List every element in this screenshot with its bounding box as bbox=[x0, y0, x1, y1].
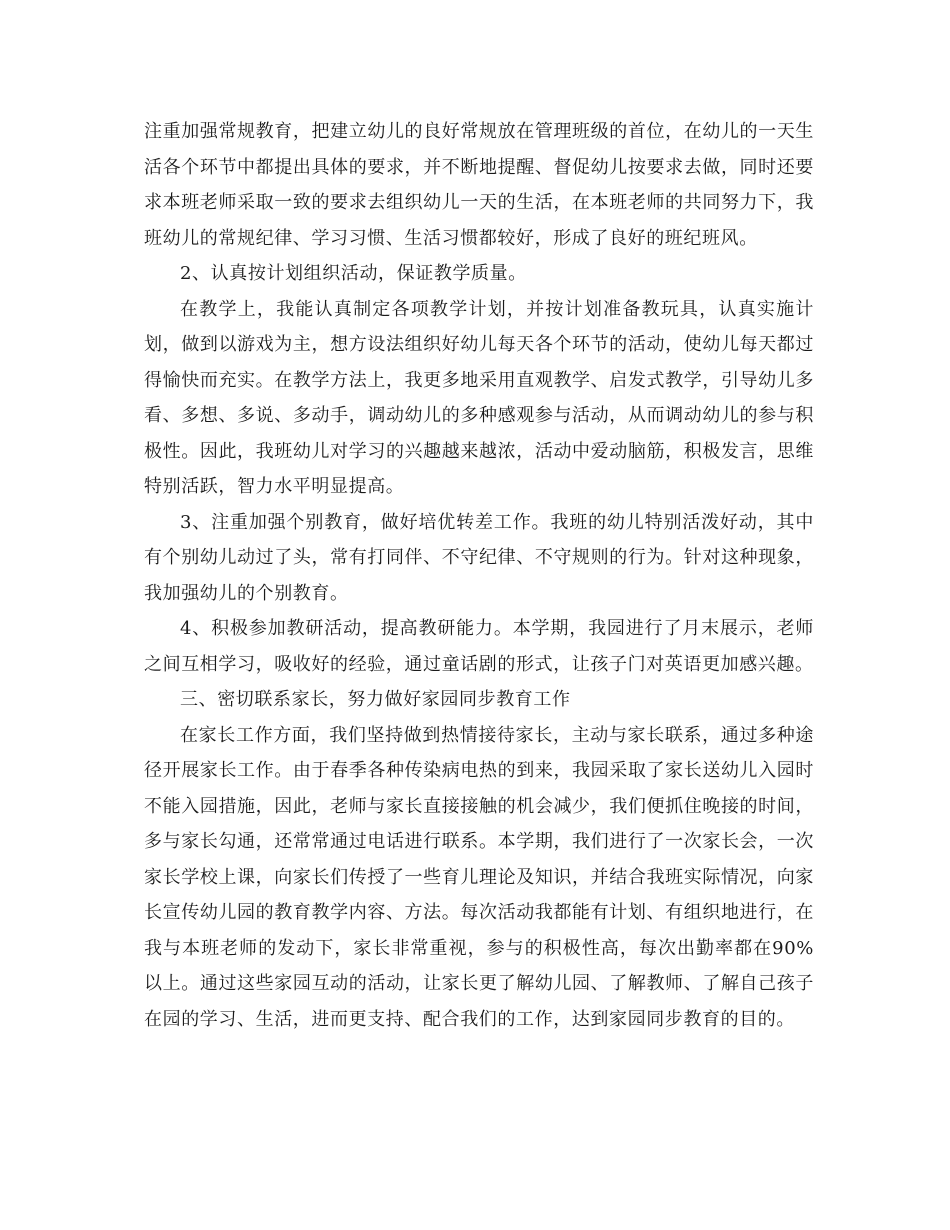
paragraph-routine-education: 注重加强常规教育，把建立幼儿的良好常规放在管理班级的首位，在幼儿的一天生活各个环节中都提出具体的要求，并不断地提醒、督促幼儿按要求去做，同时还要求本班老师采取一致的要求去组织幼儿一天的生活，在本班老师的共同努力下，我班幼儿的常规纪律、学习习惯、生活习惯都较好，形成了良好的班纪班风。 bbox=[144, 121, 814, 249]
paragraph-individual-education: 3、注重加强个别教育，做好培优转差工作。我班的幼儿特别活泼好动，其中有个别幼儿动过了头，常有打同伴、不守纪律、不守规则的行为。针对这种现象，我加强幼儿的个别教育。 bbox=[144, 511, 814, 604]
paragraph-teaching-research: 4、积极参加教研活动，提高教研能力。本学期，我园进行了月末展示，老师之间互相学习，吸收好的经验，通过童话剧的形式，让孩子门对英语更加感兴趣。 bbox=[144, 618, 814, 675]
paragraph-heading-plan-activities: 2、认真按计划组织活动，保证教学质量。 bbox=[180, 263, 527, 284]
paragraph-teaching: 在教学上，我能认真制定各项教学计划，并按计划准备教玩具，认真实施计划，做到以游戏为主，想方设法组织好幼儿每天各个环节的活动，使幼儿每天都过得愉快而充实。在教学方法上，我更多地采用直观教学、启发式教学，引导幼儿多看、多想、多说、多动手，调动幼儿的多种感观参与活动，从而调动幼儿的参与积极性。因此，我班幼儿对学习的兴趣越来越浓，活动中爱动脑筋，积极发言，思维特别活跃，智力水平明显提高。 bbox=[144, 298, 814, 497]
document-body bbox=[144, 114, 814, 1037]
paragraph-heading-parent-contact: 三、密切联系家长，努力做好家园同步教育工作 bbox=[180, 689, 571, 710]
paragraph-parent-work: 在家长工作方面，我们坚持做到热情接待家长，主动与家长联系，通过多种途径开展家长工作。由于春季各种传染病电热的到来，我园采取了家长送幼儿入园时不能入园措施，因此，老师与家长直接接触的机会减少，我们便抓住晚接的时间，多与家长勾通，还常常通过电话进行联系。本学期，我们进行了一次家长会，一次家长学校上课，向家长们传授了一些育儿理论及知识，并结合我班实际情况，向家长宣传幼儿园的教育教学内容、方法。每次活动我都能有计划、有组织地进行，在我与本班老师的发动下，家长非常重视，参与的积极性高，每次出勤率都在90%以上。通过这些家园互动的活动，让家长更了解幼儿园、了解教师、了解自己孩子在园的学习、生活，进而更支持、配合我们的工作，达到家园同步教育的目的。 bbox=[144, 724, 814, 1030]
